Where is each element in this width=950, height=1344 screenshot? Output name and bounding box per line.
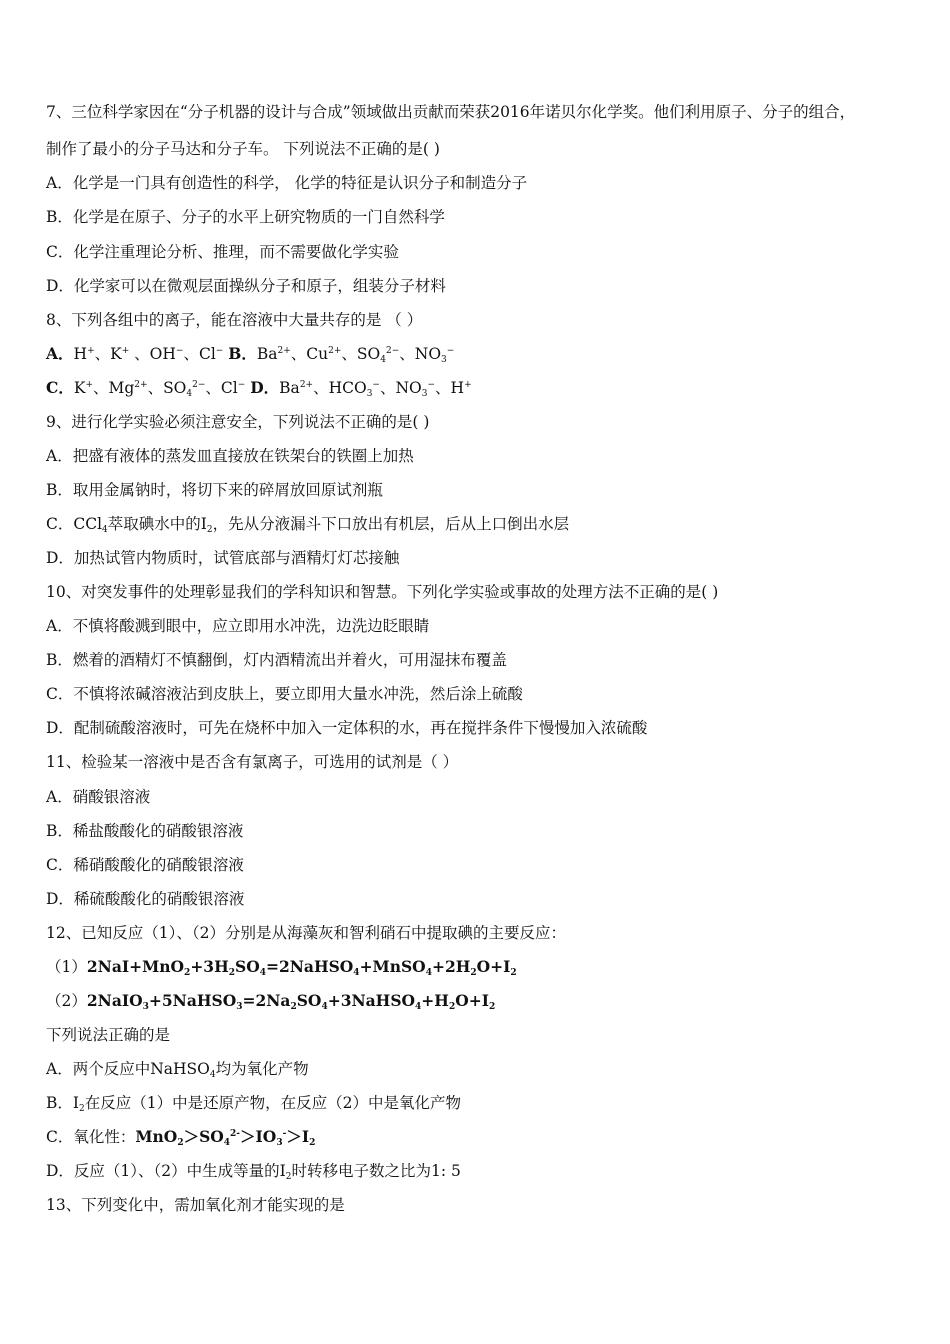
q12-option-b-part1: B．I (46, 1094, 80, 1112)
q8-stem: 8、下列各组中的离子，能在溶液中大量共存的是 （ ） (46, 311, 423, 329)
q8-options-cd: C．K+、$Mg^{2+}$、$SO_4^{2-}$、Cl− D．$Ba^{2+}$、$HCO_3^-$、$NO_3^-$、H+ (46, 378, 472, 399)
q9-option-c: C．CCl$_4$萃取碘水中的$I_2$，先从分液漏斗下口放出有机层，后从上口倒出水层 (46, 515, 570, 535)
q7-option-a: A．化学是一门具有创造性的科学， 化学的特征是认识分子和制造分子 (46, 174, 528, 192)
q7-stem-line2: 制作了最小的分子马达和分子车。 下列说法不正确的是( ) (46, 140, 440, 158)
q12-equation-2-label: （2） (46, 992, 87, 1010)
q9-option-b: B．取用金属钠时，将切下来的碎屑放回原试剂瓶 (46, 481, 383, 499)
q10-option-b: B．燃着的酒精灯不慎翻倒，灯内酒精流出并着火，可用湿抹布覆盖 (46, 651, 507, 669)
q7-option-c: C．化学注重理论分析、推理，而不需要做化学实验 (46, 243, 399, 261)
q8-option-c-label: C． (46, 378, 74, 397)
q12-option-d-part2: 时转移电子数之比为1: 5 (291, 1162, 461, 1180)
q9-option-c-part2: 萃取碘水中的I (107, 515, 207, 533)
q10-stem: 10、对突发事件的处理彰显我们的学科知识和智慧。下列化学实验或事故的处理方法不正确的是( ) (46, 583, 719, 601)
q9-option-c-part3: ，先从分液漏斗下口放出有机层，后从上口倒出水层 (212, 515, 570, 533)
q10-option-a: A．不慎将酸溅到眼中，应立即用水冲洗，边洗边眨眼睛 (46, 617, 430, 635)
q11-option-a: A．硝酸银溶液 (46, 788, 151, 806)
q12-option-c: C．氧化性：$MnO_2>SO_4^{2-}>IO_3^->I_2$ (46, 1127, 316, 1148)
q8-option-b-label: B． (228, 344, 257, 363)
q8-options-ab: A．H+、K+ 、OH−、Cl− B．$Ba^{2+}$、$Cu^{2+}$、$SO_4^{2-}$、$NO_3^-$ (46, 344, 455, 365)
q10-option-d: D．配制硫酸溶液时，可先在烧杯中加入一定体积的水，再在搅拌条件下慢慢加入浓硫酸 (46, 719, 648, 737)
q7-stem-line1: 7、三位科学家因在“分子机器的设计与合成”领域做出贡献而荣获2016年诺贝尔化学奖。他们利用原子、分子的组合， (46, 103, 856, 121)
q9-stem: 9、进行化学实验必须注意安全，下列说法不正确的是( ) (46, 413, 430, 431)
q9-option-d: D．加热试管内物质时，试管底部与酒精灯灯芯接触 (46, 549, 400, 567)
q8-option-d-label: D． (250, 378, 280, 397)
q11-option-b: B．稀盐酸酸化的硝酸银溶液 (46, 822, 244, 840)
q12-option-d: D．反应（1）、（2）中生成等量的$I_2$时转移电子数之比为1: 5 (46, 1162, 461, 1182)
q12-prompt: 下列说法正确的是 (46, 1026, 171, 1044)
q12-option-d-part1: D．反应（1）、（2）中生成等量的I (46, 1162, 286, 1180)
q12-option-a-part2: 均为氧化产物 (215, 1060, 309, 1078)
q12-option-c-part1: C．氧化性： (46, 1128, 136, 1146)
q12-equation-1-label: （1） (46, 958, 87, 976)
q10-option-c: C．不慎将浓碱溶液沾到皮肤上，要立即用大量水冲洗，然后涂上硫酸 (46, 685, 523, 703)
q11-option-d: D．稀硫酸酸化的硝酸银溶液 (46, 890, 245, 908)
q12-stem: 12、已知反应（1）、（2）分别是从海藻灰和智利硝石中提取碘的主要反应： (46, 924, 566, 942)
q9-option-c-part1: C．CCl (46, 515, 103, 533)
q12-option-a: A．两个反应中NaHSO$_4$均为氧化产物 (46, 1060, 309, 1080)
q9-option-a: A．把盛有液体的蒸发皿直接放在铁架台的铁圈上加热 (46, 447, 414, 465)
q7-option-b: B．化学是在原子、分子的水平上研究物质的一门自然科学 (46, 208, 445, 226)
q11-stem: 11、检验某一溶液中是否含有氯离子，可选用的试剂是（ ） (46, 753, 459, 771)
q13-stem: 13、下列变化中，需加氧化剂才能实现的是 (46, 1196, 345, 1214)
q12-equation-2: $(2)2NaIO_3+5NaHSO_3=2Na_2SO_4+3NaHSO_4+H_2O+I_2$ (46, 991, 496, 1012)
q12-option-b-part2: 在反应（1）中是还原产物，在反应（2）中是氧化产物 (84, 1094, 461, 1112)
q11-option-c: C．稀硝酸酸化的硝酸银溶液 (46, 856, 244, 874)
q12-option-a-part1: A．两个反应中NaHSO (46, 1060, 210, 1078)
q8-option-a-label: A． (46, 344, 74, 363)
q12-option-b: B．$I_2$在反应（1）中是还原产物，在反应（2）中是氧化产物 (46, 1094, 461, 1114)
q12-equation-1: $(1)2NaI+MnO_2+3H_2SO_4=2NaHSO_4+MnSO_4+2H_2O+I_2$ (46, 957, 517, 978)
q7-option-d: D．化学家可以在微观层面操纵分子和原子，组装分子材料 (46, 277, 446, 295)
